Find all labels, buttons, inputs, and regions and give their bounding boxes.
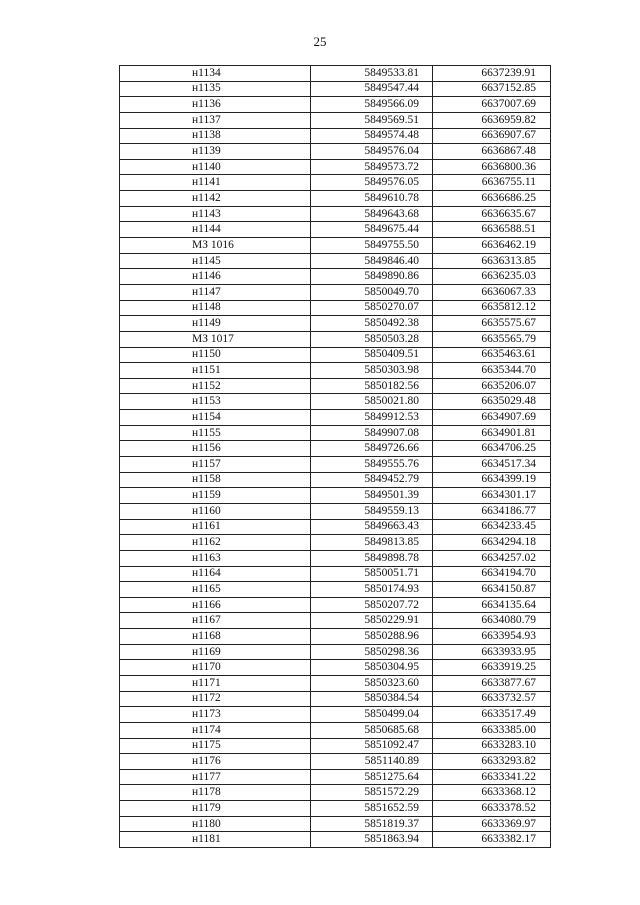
x-coordinate-cell: 5849846.40 <box>311 253 433 269</box>
point-name-cell: н1152 <box>120 378 311 394</box>
point-name-cell: н1166 <box>120 597 311 613</box>
y-coordinate-cell: 6636755.11 <box>433 175 551 191</box>
table-row <box>120 722 551 738</box>
x-coordinate-cell: 5850207.72 <box>311 597 433 613</box>
x-coordinate-cell: 5850051.71 <box>311 566 433 582</box>
y-coordinate-cell: 6635812.12 <box>433 300 551 316</box>
table-row <box>120 253 551 269</box>
point-name-cell: н1151 <box>120 363 311 379</box>
x-coordinate-cell: 5849912.53 <box>311 410 433 426</box>
point-name-cell: н1176 <box>120 754 311 770</box>
table-row <box>120 425 551 441</box>
x-coordinate-cell: 5850174.93 <box>311 582 433 598</box>
point-name-cell: н1178 <box>120 785 311 801</box>
y-coordinate-cell: 6634135.64 <box>433 597 551 613</box>
point-name-cell: н1174 <box>120 722 311 738</box>
point-name-cell: н1177 <box>120 769 311 785</box>
x-coordinate-cell: 5849569.51 <box>311 112 433 128</box>
y-coordinate-cell: 6634907.69 <box>433 410 551 426</box>
y-coordinate-cell: 6634150.87 <box>433 582 551 598</box>
y-coordinate-cell: 6636800.36 <box>433 159 551 175</box>
table-row <box>120 550 551 566</box>
y-coordinate-cell: 6635206.07 <box>433 378 551 394</box>
point-name-cell: н1139 <box>120 144 311 160</box>
y-coordinate-cell: 6637152.85 <box>433 81 551 97</box>
page-number: 25 <box>313 34 327 49</box>
table-row <box>120 472 551 488</box>
y-coordinate-cell: 6637007.69 <box>433 97 551 113</box>
x-coordinate-cell: 5850409.51 <box>311 347 433 363</box>
y-coordinate-cell: 6633732.57 <box>433 691 551 707</box>
table-row <box>120 363 551 379</box>
table-row <box>120 644 551 660</box>
point-name-cell: н1157 <box>120 457 311 473</box>
y-coordinate-cell: 6633954.93 <box>433 629 551 645</box>
x-coordinate-cell: 5850021.80 <box>311 394 433 410</box>
point-name-cell: н1180 <box>120 816 311 832</box>
x-coordinate-cell: 5850492.38 <box>311 316 433 332</box>
x-coordinate-cell: 5849610.78 <box>311 191 433 207</box>
point-name-cell: н1164 <box>120 566 311 582</box>
x-coordinate-cell: 5849555.76 <box>311 457 433 473</box>
table-row <box>120 629 551 645</box>
x-coordinate-cell: 5849663.43 <box>311 519 433 535</box>
y-coordinate-cell: 6636867.48 <box>433 144 551 160</box>
table-row <box>120 128 551 144</box>
y-coordinate-cell: 6634080.79 <box>433 613 551 629</box>
x-coordinate-cell: 5849574.48 <box>311 128 433 144</box>
x-coordinate-cell: 5851572.29 <box>311 785 433 801</box>
table-row <box>120 222 551 238</box>
y-coordinate-cell: 6636907.67 <box>433 128 551 144</box>
table-row <box>120 488 551 504</box>
point-name-cell: н1149 <box>120 316 311 332</box>
y-coordinate-cell: 6633283.10 <box>433 738 551 754</box>
table-row <box>120 675 551 691</box>
y-coordinate-cell: 6635344.70 <box>433 363 551 379</box>
x-coordinate-cell: 5849675.44 <box>311 222 433 238</box>
point-name-cell: н1168 <box>120 629 311 645</box>
table-row <box>120 269 551 285</box>
y-coordinate-cell: 6633369.97 <box>433 816 551 832</box>
point-name-cell: н1173 <box>120 707 311 723</box>
point-name-cell: н1148 <box>120 300 311 316</box>
y-coordinate-cell: 6634257.02 <box>433 550 551 566</box>
y-coordinate-cell: 6636067.33 <box>433 284 551 300</box>
x-coordinate-cell: 5850270.07 <box>311 300 433 316</box>
point-name-cell: н1158 <box>120 472 311 488</box>
point-name-cell: н1179 <box>120 801 311 817</box>
point-name-cell: н1143 <box>120 206 311 222</box>
x-coordinate-cell: 5849566.09 <box>311 97 433 113</box>
x-coordinate-cell: 5850182.56 <box>311 378 433 394</box>
table-row <box>120 613 551 629</box>
x-coordinate-cell: 5849890.86 <box>311 269 433 285</box>
table-row <box>120 691 551 707</box>
y-coordinate-cell: 6633517.49 <box>433 707 551 723</box>
table-row <box>120 378 551 394</box>
table-row <box>120 191 551 207</box>
x-coordinate-cell: 5849755.50 <box>311 238 433 254</box>
table-row <box>120 582 551 598</box>
x-coordinate-cell: 5850288.96 <box>311 629 433 645</box>
table-row <box>120 754 551 770</box>
x-coordinate-cell: 5849576.05 <box>311 175 433 191</box>
x-coordinate-cell: 5850499.04 <box>311 707 433 723</box>
y-coordinate-cell: 6635029.48 <box>433 394 551 410</box>
table-row <box>120 707 551 723</box>
table-row <box>120 175 551 191</box>
y-coordinate-cell: 6634706.25 <box>433 441 551 457</box>
point-name-cell: МЗ 1017 <box>120 331 311 347</box>
table-row <box>120 206 551 222</box>
point-name-cell: н1156 <box>120 441 311 457</box>
x-coordinate-cell: 5849501.39 <box>311 488 433 504</box>
y-coordinate-cell: 6634233.45 <box>433 519 551 535</box>
table-row <box>120 144 551 160</box>
y-coordinate-cell: 6634399.19 <box>433 472 551 488</box>
table-row <box>120 769 551 785</box>
point-name-cell: н1140 <box>120 159 311 175</box>
point-name-cell: н1155 <box>120 425 311 441</box>
y-coordinate-cell: 6636686.25 <box>433 191 551 207</box>
y-coordinate-cell: 6633877.67 <box>433 675 551 691</box>
table-row <box>120 284 551 300</box>
table-row <box>120 159 551 175</box>
y-coordinate-cell: 6636635.67 <box>433 206 551 222</box>
table-row <box>120 300 551 316</box>
y-coordinate-cell: 6636959.82 <box>433 112 551 128</box>
y-coordinate-cell: 6634194.70 <box>433 566 551 582</box>
y-coordinate-cell: 6635463.61 <box>433 347 551 363</box>
table-row <box>120 394 551 410</box>
x-coordinate-cell: 5849533.81 <box>311 66 433 82</box>
coordinates-table <box>119 65 551 848</box>
point-name-cell: н1137 <box>120 112 311 128</box>
y-coordinate-cell: 6633341.22 <box>433 769 551 785</box>
table-row <box>120 410 551 426</box>
table-row <box>120 785 551 801</box>
x-coordinate-cell: 5850503.28 <box>311 331 433 347</box>
point-name-cell: н1163 <box>120 550 311 566</box>
x-coordinate-cell: 5850384.54 <box>311 691 433 707</box>
point-name-cell: н1153 <box>120 394 311 410</box>
point-name-cell: н1162 <box>120 535 311 551</box>
point-name-cell: н1167 <box>120 613 311 629</box>
point-name-cell: н1134 <box>120 66 311 82</box>
point-name-cell: н1181 <box>120 832 311 848</box>
table-row <box>120 66 551 82</box>
y-coordinate-cell: 6633382.17 <box>433 832 551 848</box>
table-row <box>120 81 551 97</box>
point-name-cell: н1161 <box>120 519 311 535</box>
y-coordinate-cell: 6633933.95 <box>433 644 551 660</box>
table-row <box>120 566 551 582</box>
y-coordinate-cell: 6634901.81 <box>433 425 551 441</box>
x-coordinate-cell: 5849559.13 <box>311 503 433 519</box>
x-coordinate-cell: 5851819.37 <box>311 816 433 832</box>
table-row <box>120 441 551 457</box>
table-row <box>120 519 551 535</box>
point-name-cell: н1171 <box>120 675 311 691</box>
y-coordinate-cell: 6634294.18 <box>433 535 551 551</box>
x-coordinate-cell: 5849726.66 <box>311 441 433 457</box>
table-row <box>120 331 551 347</box>
table-row <box>120 316 551 332</box>
x-coordinate-cell: 5850229.91 <box>311 613 433 629</box>
point-name-cell: н1135 <box>120 81 311 97</box>
y-coordinate-cell: 6635575.67 <box>433 316 551 332</box>
x-coordinate-cell: 5849813.85 <box>311 535 433 551</box>
x-coordinate-cell: 5850303.98 <box>311 363 433 379</box>
y-coordinate-cell: 6634301.17 <box>433 488 551 504</box>
point-name-cell: н1154 <box>120 410 311 426</box>
y-coordinate-cell: 6637239.91 <box>433 66 551 82</box>
point-name-cell: н1170 <box>120 660 311 676</box>
y-coordinate-cell: 6636588.51 <box>433 222 551 238</box>
coordinates-table-body <box>120 66 551 848</box>
point-name-cell: н1165 <box>120 582 311 598</box>
y-coordinate-cell: 6636313.85 <box>433 253 551 269</box>
x-coordinate-cell: 5850323.60 <box>311 675 433 691</box>
table-row <box>120 832 551 848</box>
table-row <box>120 97 551 113</box>
point-name-cell: н1172 <box>120 691 311 707</box>
table-row <box>120 112 551 128</box>
y-coordinate-cell: 6634517.34 <box>433 457 551 473</box>
point-name-cell: н1175 <box>120 738 311 754</box>
table-row <box>120 660 551 676</box>
y-coordinate-cell: 6633368.12 <box>433 785 551 801</box>
x-coordinate-cell: 5850298.36 <box>311 644 433 660</box>
point-name-cell: н1146 <box>120 269 311 285</box>
table-row <box>120 457 551 473</box>
y-coordinate-cell: 6636462.19 <box>433 238 551 254</box>
x-coordinate-cell: 5849573.72 <box>311 159 433 175</box>
x-coordinate-cell: 5850049.70 <box>311 284 433 300</box>
x-coordinate-cell: 5851863.94 <box>311 832 433 848</box>
x-coordinate-cell: 5849452.79 <box>311 472 433 488</box>
y-coordinate-cell: 6633378.52 <box>433 801 551 817</box>
x-coordinate-cell: 5851275.64 <box>311 769 433 785</box>
point-name-cell: н1141 <box>120 175 311 191</box>
x-coordinate-cell: 5850685.68 <box>311 722 433 738</box>
point-name-cell: н1144 <box>120 222 311 238</box>
x-coordinate-cell: 5851140.89 <box>311 754 433 770</box>
x-coordinate-cell: 5849907.08 <box>311 425 433 441</box>
point-name-cell: н1150 <box>120 347 311 363</box>
x-coordinate-cell: 5850304.95 <box>311 660 433 676</box>
point-name-cell: н1160 <box>120 503 311 519</box>
y-coordinate-cell: 6633293.82 <box>433 754 551 770</box>
y-coordinate-cell: 6635565.79 <box>433 331 551 347</box>
x-coordinate-cell: 5851652.59 <box>311 801 433 817</box>
point-name-cell: н1142 <box>120 191 311 207</box>
x-coordinate-cell: 5851092.47 <box>311 738 433 754</box>
table-row <box>120 801 551 817</box>
table-row <box>120 535 551 551</box>
y-coordinate-cell: 6634186.77 <box>433 503 551 519</box>
y-coordinate-cell: 6636235.03 <box>433 269 551 285</box>
point-name-cell: н1169 <box>120 644 311 660</box>
x-coordinate-cell: 5849898.78 <box>311 550 433 566</box>
table-row <box>120 597 551 613</box>
point-name-cell: н1136 <box>120 97 311 113</box>
x-coordinate-cell: 5849547.44 <box>311 81 433 97</box>
y-coordinate-cell: 6633919.25 <box>433 660 551 676</box>
table-row <box>120 347 551 363</box>
x-coordinate-cell: 5849643.68 <box>311 206 433 222</box>
x-coordinate-cell: 5849576.04 <box>311 144 433 160</box>
table-row <box>120 503 551 519</box>
point-name-cell: МЗ 1016 <box>120 238 311 254</box>
point-name-cell: н1147 <box>120 284 311 300</box>
point-name-cell: н1138 <box>120 128 311 144</box>
point-name-cell: н1145 <box>120 253 311 269</box>
y-coordinate-cell: 6633385.00 <box>433 722 551 738</box>
point-name-cell: н1159 <box>120 488 311 504</box>
table-row <box>120 816 551 832</box>
table-row <box>120 238 551 254</box>
table-row <box>120 738 551 754</box>
